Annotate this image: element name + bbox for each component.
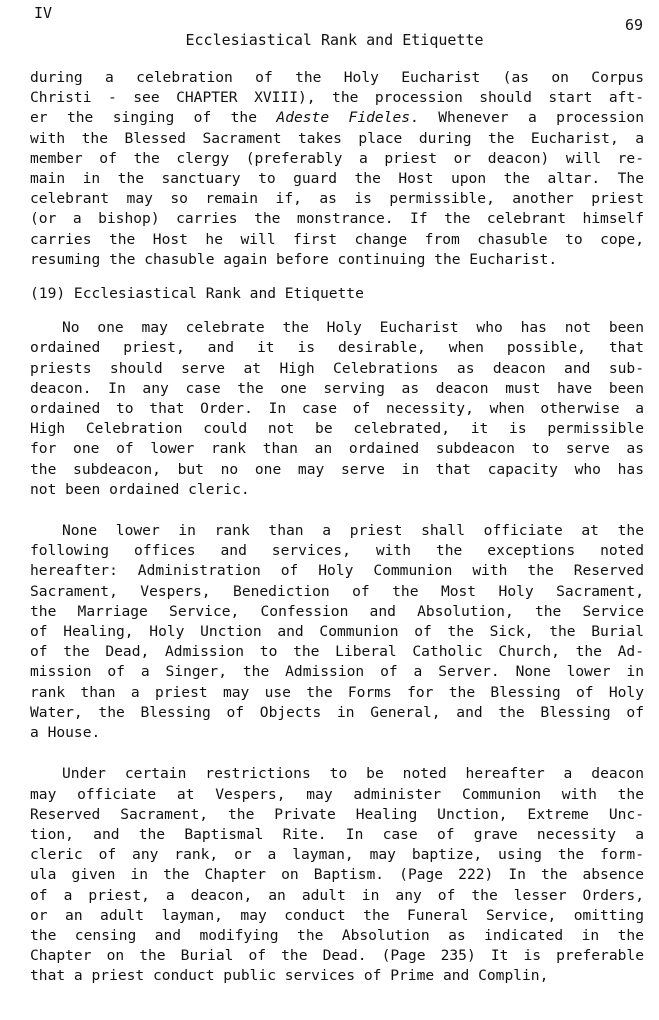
section-heading: (19) Ecclesiastical Rank and Etiquette [30,285,364,303]
text-line: ula given in the Chapter on Baptism. (Page 222) In the absence [30,866,644,884]
paragraph-procession [30,68,644,270]
text-line: cleric of any rank, or a layman, may baptize, using the form- [30,846,644,864]
text-line: that a priest conduct public services of Prime and Complin, [30,967,549,985]
chapter-mark: IV [34,4,53,22]
text-line: with the Blessed Sacrament takes place during the Eucharist, a [30,129,644,147]
paragraph-offices [30,521,644,743]
text-line: rank than a priest may use the Forms for the Blessing of Holy [30,683,644,701]
text-line: the subdeacon, but no one may serve in that capacity who has [30,460,644,478]
text-line: ordained to that Order. In case of necessity, when otherwise a [30,400,644,418]
text-line: resuming the chasuble again before continuing the Eucharist. [30,250,558,268]
text-line: hereafter: Administration of Holy Communion with the Reserved [30,562,644,580]
text-line: (or a bishop) carries the monstrance. If the celebrant himself [30,210,644,228]
text-line: carries the Host he will first change from chasuble to cope, [30,230,644,248]
text-line: Sacrament, Vespers, Benediction of the Most Holy Sacrament, [30,582,644,600]
text-line: Under certain restrictions to be noted hereafter a deacon [62,765,644,783]
text-line: High Celebration could not be celebrated, it is permissible [30,420,644,438]
text-line: for one of lower rank than an ordained subdeacon to serve as [30,440,644,458]
text-line: mission of a Singer, the Admission of a Server. None lower in [30,663,644,681]
text-run: er the singing of the [30,109,277,127]
text-line: of the Dead, Admission to the Liberal Catholic Church, the Ad- [30,643,644,661]
text-line: the censing and modifying the Absolution as indicated in the [30,926,644,944]
text-line: member of the clergy (preferably a priest or deacon) will re- [30,149,644,167]
text-line: not been ordained cleric. [30,480,250,498]
running-title: Ecclesiastical Rank and Etiquette [185,31,484,49]
text-line: a House. [30,724,101,742]
text-line: No one may celebrate the Holy Eucharist who has not been [62,319,644,337]
text-line: ordained priest, and it is desirable, when possible, that [30,339,644,357]
text-run: . Whenever a procession [410,109,644,127]
text-line: during a celebration of the Holy Eucharist (as on Corpus [30,69,644,86]
text-line: the Marriage Service, Confession and Absolution, the Service [30,602,644,620]
text-line: Reserved Sacrament, the Private Healing Unction, Extreme Unc- [30,805,644,823]
hymn-title: Adeste Fideles [276,109,411,127]
text-line: None lower in rank than a priest shall officiate at the [62,522,644,540]
paragraph-rank [30,318,644,500]
text-line: priests should serve at High Celebrations as deacon and sub- [30,359,644,377]
paragraph-deacon [30,764,644,986]
text-line: may officiate at Vespers, may administer Communion with the [30,785,644,803]
text-run: Christi - see CHAPTER XVIII), the procession should start aft- [30,89,644,107]
text-line: tion, and the Baptismal Rite. In case of grave necessity a [30,825,644,843]
text-line: celebrant may so remain if, as is permissible, another priest [30,190,644,208]
body-text [30,68,644,987]
text-line: main in the sanctuary to guard the Host upon the altar. The [30,170,644,188]
text-line: of Healing, Holy Unction and Communion of the Sick, the Burial [30,623,644,641]
text-line [30,88,644,108]
text-line: of a priest, a deacon, an adult in any of the lesser Orders, [30,886,644,904]
page-number: 69 [624,16,643,34]
text-line: following offices and services, with the exceptions noted [30,542,644,560]
text-line: deacon. In any case the one serving as deacon must have been [30,379,644,397]
text-line: Water, the Blessing of Objects in General, and the Blessing of [30,703,644,721]
text-line [30,108,644,128]
text-line: Chapter on the Burial of the Dead. (Page 235) It is preferable [30,947,644,965]
text-line: or an adult layman, may conduct the Funeral Service, omitting [30,906,644,924]
